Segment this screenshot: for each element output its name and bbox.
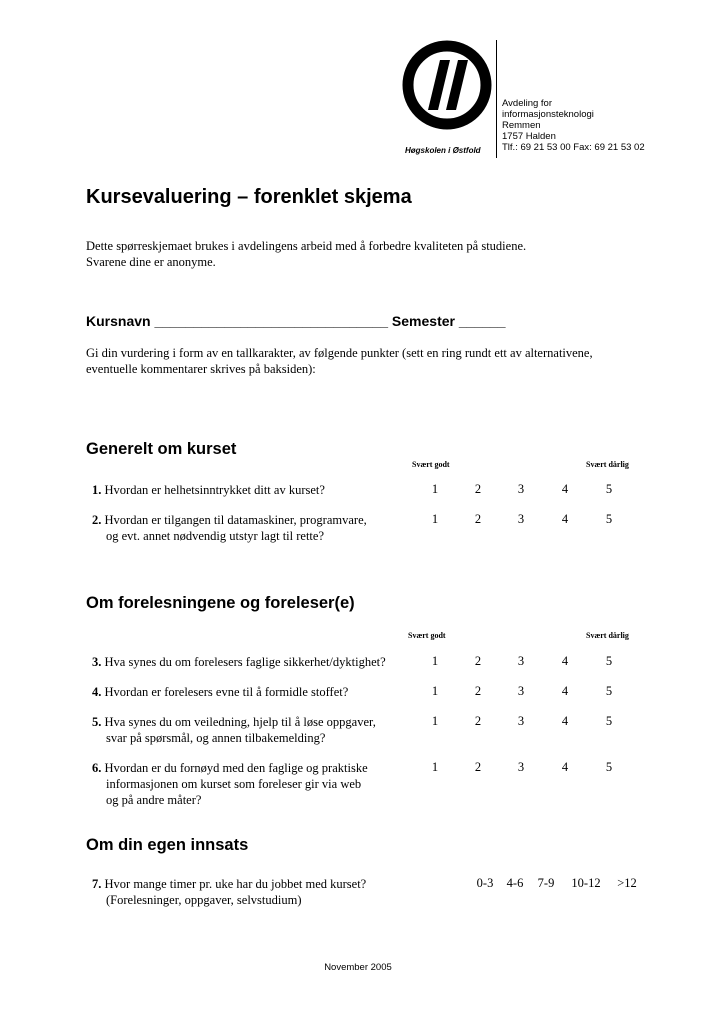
footer-date: November 2005 bbox=[324, 962, 392, 973]
rating-option[interactable]: 5 bbox=[605, 714, 613, 728]
question-text: Hvordan er forelesers evne til å formidle stoffet? bbox=[104, 685, 349, 699]
question-1 bbox=[92, 482, 325, 498]
section-title-lectures: Om forelesningene og foreleser(e) bbox=[86, 594, 355, 612]
school-name: Høgskolen i Østfold bbox=[405, 146, 481, 155]
question-number: 6. bbox=[92, 761, 102, 775]
rating-option[interactable]: 1 bbox=[431, 760, 439, 774]
question-text: og evt. annet nødvendig utstyr lagt til rette? bbox=[106, 529, 324, 543]
rating-option[interactable]: 3 bbox=[517, 654, 525, 668]
question-3 bbox=[92, 654, 386, 670]
rating-option[interactable]: 1 bbox=[431, 512, 439, 526]
address-line: Remmen bbox=[502, 120, 541, 131]
question-text: Hvordan er du fornøyd med den faglige og praktiske bbox=[104, 761, 368, 775]
section-title-general: Generelt om kurset bbox=[86, 440, 237, 458]
rating-option[interactable]: 5 bbox=[605, 654, 613, 668]
rating-option[interactable]: 3 bbox=[517, 714, 525, 728]
rating-option[interactable]: 5 bbox=[605, 482, 613, 496]
instructions-text bbox=[86, 345, 646, 377]
rating-option[interactable]: 3 bbox=[517, 684, 525, 698]
school-logo-icon bbox=[402, 40, 492, 130]
rating-option[interactable]: 3 bbox=[517, 512, 525, 526]
department-address bbox=[502, 98, 645, 153]
question-text: Hva synes du om forelesers faglige sikkerhet/dyktighet? bbox=[104, 655, 386, 669]
question-text: Hvor mange timer pr. uke har du jobbet med kurset? bbox=[104, 877, 367, 891]
rating-option[interactable]: 2 bbox=[474, 654, 482, 668]
question-number: 1. bbox=[92, 483, 102, 497]
rating-option[interactable]: 4 bbox=[561, 482, 569, 496]
rating-option[interactable]: 2 bbox=[474, 714, 482, 728]
question-number: 2. bbox=[92, 513, 102, 527]
rating-option[interactable]: 1 bbox=[431, 482, 439, 496]
rating-option[interactable]: 5 bbox=[605, 760, 613, 774]
question-text: Hvordan er tilgangen til datamaskiner, programvare, bbox=[104, 513, 367, 527]
instruction-line: Gi din vurdering i form av en tallkarakter, av følgende punkter (sett en ring rundt ett av alternativene, bbox=[86, 346, 593, 360]
rating-option[interactable]: 4 bbox=[561, 684, 569, 698]
hours-option[interactable]: 4-6 bbox=[506, 876, 524, 890]
question-number: 4. bbox=[92, 685, 102, 699]
rating-option[interactable]: 2 bbox=[474, 684, 482, 698]
rating-option[interactable]: 4 bbox=[561, 714, 569, 728]
intro-line: Svarene dine er anonyme. bbox=[86, 255, 216, 269]
hours-option[interactable]: >12 bbox=[617, 876, 637, 890]
header-divider bbox=[496, 40, 497, 158]
hours-option[interactable]: 0-3 bbox=[476, 876, 494, 890]
scale-worst-label: Svært dårlig bbox=[586, 631, 629, 640]
question-text: svar på spørsmål, og annen tilbakemelding? bbox=[106, 731, 326, 745]
question-number: 7. bbox=[92, 877, 102, 891]
rating-option[interactable]: 2 bbox=[474, 760, 482, 774]
scale-best-label: Svært godt bbox=[408, 631, 446, 640]
hours-option[interactable]: 7-9 bbox=[537, 876, 555, 890]
rating-option[interactable]: 3 bbox=[517, 760, 525, 774]
page-title: Kursevaluering – forenklet skjema bbox=[86, 186, 412, 208]
rating-option[interactable]: 1 bbox=[431, 714, 439, 728]
question-7 bbox=[92, 876, 366, 908]
rating-option[interactable]: 4 bbox=[561, 760, 569, 774]
question-text: Hvordan er helhetsinntrykket ditt av kurset? bbox=[104, 483, 325, 497]
rating-option[interactable]: 2 bbox=[474, 512, 482, 526]
question-text: (Forelesninger, oppgaver, selvstudium) bbox=[106, 893, 302, 907]
rating-option[interactable]: 3 bbox=[517, 482, 525, 496]
question-5 bbox=[92, 714, 376, 746]
rating-option[interactable]: 2 bbox=[474, 482, 482, 496]
rating-option[interactable]: 4 bbox=[561, 512, 569, 526]
rating-option[interactable]: 1 bbox=[431, 684, 439, 698]
hours-option[interactable]: 10-12 bbox=[571, 876, 601, 890]
intro-text bbox=[86, 238, 646, 270]
rating-option[interactable]: 5 bbox=[605, 684, 613, 698]
address-line: Avdeling for bbox=[502, 98, 552, 109]
scale-best-label: Svært godt bbox=[412, 460, 450, 469]
address-line: informasjonsteknologi bbox=[502, 109, 594, 120]
instruction-line: eventuelle kommentarer skrives på baksiden): bbox=[86, 362, 316, 376]
question-text: informasjonen om kurset som foreleser gir via web bbox=[106, 777, 362, 791]
question-text: og på andre måter? bbox=[106, 793, 202, 807]
rating-option[interactable]: 5 bbox=[605, 512, 613, 526]
question-number: 5. bbox=[92, 715, 102, 729]
rating-option[interactable]: 4 bbox=[561, 654, 569, 668]
scale-worst-label: Svært dårlig bbox=[586, 460, 629, 469]
question-2 bbox=[92, 512, 367, 544]
rating-option[interactable]: 1 bbox=[431, 654, 439, 668]
question-6 bbox=[92, 760, 368, 808]
question-text: Hva synes du om veiledning, hjelp til å løse oppgaver, bbox=[104, 715, 376, 729]
question-number: 3. bbox=[92, 655, 102, 669]
address-line: Tlf.: 69 21 53 00 Fax: 69 21 53 02 bbox=[502, 142, 645, 153]
address-line: 1757 Halden bbox=[502, 131, 556, 142]
section-title-effort: Om din egen innsats bbox=[86, 836, 249, 854]
course-semester-line[interactable]: Kursnavn ______________________________ Semester ______ bbox=[86, 313, 506, 329]
question-4 bbox=[92, 684, 348, 700]
intro-line: Dette spørreskjemaet brukes i avdelingens arbeid med å forbedre kvaliteten på studiene. bbox=[86, 239, 527, 253]
